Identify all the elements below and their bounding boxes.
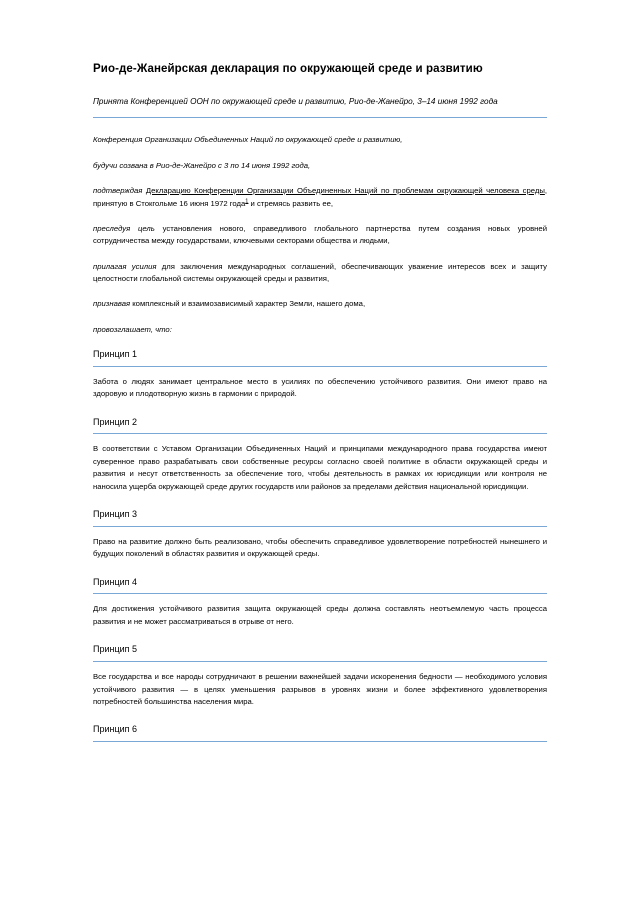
preamble-text-1: Конференция Организации Объединенных Наций по окружающей среде и развитию, bbox=[93, 135, 403, 145]
principle-heading-4: Принцип 4 bbox=[93, 577, 547, 595]
preamble-paragraph-1 bbox=[93, 134, 547, 146]
preamble-text-4: преследуя цель установления нового, справедливого глобального партнерства путем создания новых уровней сотрудничества между государствами, ключевыми секторами общества и людьми, bbox=[93, 224, 547, 246]
principle-section-4 bbox=[93, 577, 547, 629]
preamble-paragraph-4 bbox=[93, 223, 547, 248]
preamble-paragraph-2 bbox=[93, 160, 547, 172]
principle-text-5: Все государства и все народы сотрудничают в решении важнейшей задачи искоренения бедности — необходимого условия устойчивого развития — в целях уменьшения разрывов в уровнях жизни и более эффективного удовлетворения потребностей большинства населения мира. bbox=[93, 672, 547, 706]
preamble-paragraph-3 bbox=[93, 185, 547, 210]
principle-text-4: Для достижения устойчивого развития защита окружающей среды должна составлять неотъемлемую часть процесса развития и не может рассматриваться в отрыве от него. bbox=[93, 604, 547, 626]
principle-section-6 bbox=[93, 724, 547, 742]
principle-heading-5: Принцип 5 bbox=[93, 644, 547, 662]
principle-section-1 bbox=[93, 349, 547, 401]
principle-heading-3: Принцип 3 bbox=[93, 509, 547, 527]
document-subtitle: Принята Конференцией ООН по окружающей среде и развитию, Рио-де-Жанейро, 3–14 июня 1992 года bbox=[93, 96, 498, 106]
preamble-text-7: провозглашает, что: bbox=[93, 324, 172, 334]
principle-text-3: Право на развитие должно быть реализовано, чтобы обеспечить справедливое удовлетворение потребностей нынешнего и будущих поколений в областях развития и окружающей среды. bbox=[93, 536, 547, 559]
principle-section-5 bbox=[93, 644, 547, 708]
preamble-text-6: признавая комплексный и взаимозависимый характер Земли, нашего дома, bbox=[93, 299, 366, 309]
preamble-paragraph-5 bbox=[93, 261, 547, 286]
preamble-text-5: прилагая усилия для заключения международных соглашений, обеспечивающих уважение интересов всех и защиту целостности глобальной системы окружающей среды и развития, bbox=[93, 261, 547, 283]
principle-text-1: Забота о людях занимает центральное место в усилиях по обеспечению устойчивого развития. Они имеют право на здоровую и плодотворную жизнь в гармонии с природой. bbox=[93, 376, 547, 399]
preamble-text-2: будучи созвана в Рио-де-Жанейро с 3 по 14 июня 1992 года, bbox=[93, 160, 311, 170]
principle-heading-6: Принцип 6 bbox=[93, 724, 547, 742]
title-divider bbox=[93, 117, 547, 118]
preamble-paragraph-6 bbox=[93, 298, 547, 310]
principle-heading-1: Принцип 1 bbox=[93, 349, 547, 367]
preamble-text-3: подтверждая Декларацию Конференции Организации Объединенных Наций по проблемам окружающей человека среды, принятую в Стокгольме 16 июня 1972 года$^1$ и стремясь развить ее, bbox=[93, 185, 547, 208]
page-title: Рио-де-Жанейрская декларация по окружающей среде и развитию bbox=[93, 63, 483, 75]
principle-section-2 bbox=[93, 417, 547, 494]
principle-heading-2: Принцип 2 bbox=[93, 417, 547, 435]
principle-text-2: В соответствии с Уставом Организации Объединенных Наций и принципами международного права государства имеют суверенное право разрабатывать свои собственные ресурсы согласно своей политике в области окружающей среды и развития и несут ответственность за обеспечение того, чтобы деятельность в рамках их юрисдикции или контроля не наносила ущерба окружающей среде других государств или районов за пределами действия национальной юрисдикции. bbox=[93, 444, 547, 491]
principle-section-3 bbox=[93, 509, 547, 561]
preamble-paragraph-7 bbox=[93, 324, 547, 336]
